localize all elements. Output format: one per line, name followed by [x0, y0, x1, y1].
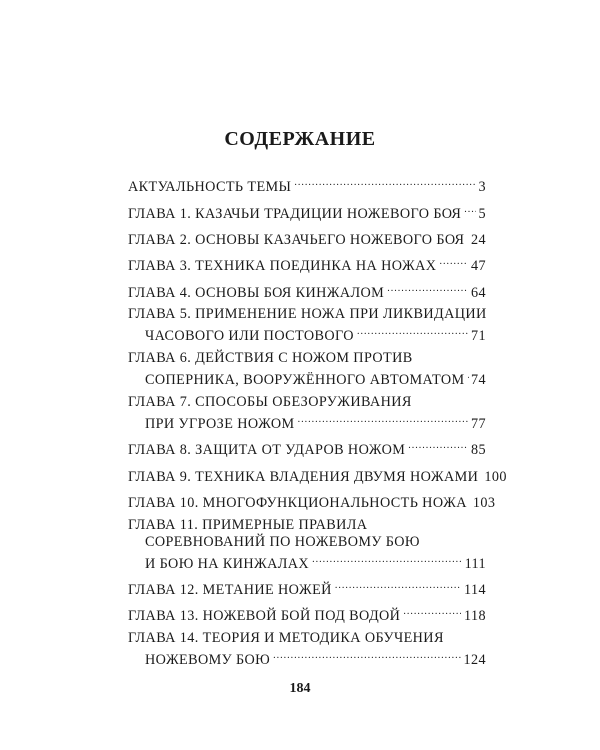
- toc-entry-row: [128, 367, 486, 389]
- toc-entry-text: ГЛАВА 1. КАЗАЧЬИ ТРАДИЦИИ НОЖЕВОГО БОЯ: [128, 206, 462, 222]
- toc-page-number: 74: [471, 372, 486, 388]
- toc-entry-text: ГЛАВА 7. СПОСОБЫ ОБЕЗОРУЖИВАНИЯ: [128, 394, 412, 410]
- toc-page-number: 111: [464, 556, 486, 572]
- toc-entry-row: [128, 174, 486, 196]
- dot-leader: [294, 174, 475, 191]
- toc-page-number: 5: [478, 206, 486, 222]
- toc-entry-row: [128, 280, 486, 302]
- toc-entry-text: ГЛАВА 11. ПРИМЕРНЫЕ ПРАВИЛА: [128, 517, 368, 533]
- toc-entry-row: [128, 464, 507, 486]
- toc-page-number: 47: [471, 258, 486, 274]
- toc-entry-text: ГЛАВА 3. ТЕХНИКА ПОЕДИНКА НА НОЖАХ: [128, 258, 437, 274]
- toc-entry: [128, 577, 486, 599]
- toc-entry: [128, 253, 486, 275]
- toc-entry-text: СОПЕРНИКА, ВООРУЖЁННОГО АВТОМАТОМ: [145, 372, 465, 388]
- toc-entry: [128, 603, 486, 625]
- dot-leader: [439, 253, 468, 270]
- toc-entry-row: [128, 490, 496, 512]
- toc-entry-row: [128, 201, 486, 223]
- toc-entry: [128, 350, 486, 389]
- toc-entry: [128, 306, 486, 345]
- toc-entry-row: [128, 437, 486, 459]
- toc-entry-text: ПРИ УГРОЗЕ НОЖОМ: [145, 416, 295, 432]
- dot-leader: [464, 201, 475, 218]
- toc-entry-text: ГЛАВА 12. МЕТАНИЕ НОЖЕЙ: [128, 582, 332, 598]
- toc-entry-text: ГЛАВА 2. ОСНОВЫ КАЗАЧЬЕГО НОЖЕВОГО БОЯ: [128, 232, 465, 248]
- toc-entry-row: [128, 253, 486, 275]
- toc-entry-row: [128, 603, 486, 625]
- toc-entry-text: ГЛАВА 13. НОЖЕВОЙ БОЙ ПОД ВОДОЙ: [128, 608, 401, 624]
- toc-entry-text: ГЛАВА 14. ТЕОРИЯ И МЕТОДИКА ОБУЧЕНИЯ: [128, 630, 444, 646]
- dot-leader: [387, 280, 468, 297]
- toc-page-number: 64: [471, 285, 486, 301]
- toc-entry-row: [128, 411, 486, 433]
- toc-entry-text: ГЛАВА 5. ПРИМЕНЕНИЕ НОЖА ПРИ ЛИКВИДАЦИИ: [128, 306, 487, 322]
- toc-entry: [128, 201, 486, 223]
- toc-page-number: 71: [471, 328, 486, 344]
- toc-entry-row: [128, 323, 486, 345]
- toc-entry: [128, 174, 486, 196]
- toc-entry: [128, 517, 486, 573]
- toc-entry-text: ГЛАВА 8. ЗАЩИТА ОТ УДАРОВ НОЖОМ: [128, 442, 406, 458]
- dot-leader: [298, 411, 468, 428]
- toc-page-number: 24: [471, 232, 486, 248]
- dot-leader: [335, 577, 461, 594]
- toc-entry-row: [128, 227, 486, 249]
- dot-leader: [273, 647, 460, 664]
- toc-page-number: 3: [478, 179, 486, 195]
- toc-entry: [128, 394, 486, 433]
- toc-entry-row: [128, 551, 486, 573]
- toc-page-number: 124: [463, 652, 486, 668]
- dot-leader: [357, 323, 468, 340]
- toc-entry-text: АКТУАЛЬНОСТЬ ТЕМЫ: [128, 179, 292, 195]
- toc-entry-text: НОЖЕВОМУ БОЮ: [145, 652, 271, 668]
- toc-entry-text: ГЛАВА 10. МНОГОФУНКЦИОНАЛЬНОСТЬ НОЖА: [128, 495, 467, 511]
- page-number: 184: [289, 681, 311, 696]
- toc-page-number: 100: [484, 469, 507, 485]
- toc-page-number: 118: [464, 608, 486, 624]
- toc-entry-text: ГЛАВА 4. ОСНОВЫ БОЯ КИНЖАЛОМ: [128, 285, 385, 301]
- toc-entry: [128, 464, 507, 486]
- toc-entry-row: [128, 647, 486, 669]
- dot-leader: [403, 603, 461, 620]
- dot-leader: [467, 227, 468, 244]
- toc-entry-text: ГЛАВА 9. ТЕХНИКА ВЛАДЕНИЯ ДВУМЯ НОЖАМИ: [128, 469, 479, 485]
- toc-entry-text: И БОЮ НА КИНЖАЛАХ: [145, 556, 310, 572]
- toc-entry-text: СОРЕВНОВАНИЙ ПО НОЖЕВОМУ БОЮ: [145, 534, 420, 550]
- toc-title: СОДЕРЖАНИЕ: [224, 128, 376, 150]
- dot-leader: [312, 551, 461, 568]
- dot-leader: [408, 437, 468, 454]
- toc-entry: [128, 227, 486, 249]
- toc-page-number: 114: [464, 582, 486, 598]
- toc-entry: [128, 630, 486, 669]
- toc-entry-text: ГЛАВА 6. ДЕЙСТВИЯ С НОЖОМ ПРОТИВ: [128, 350, 413, 366]
- toc-entry: [128, 490, 496, 512]
- toc-page-number: 77: [471, 416, 486, 432]
- dot-leader: [468, 367, 469, 384]
- toc-entry: [128, 280, 486, 302]
- toc-entry-text: ЧАСОВОГО ИЛИ ПОСТОВОГО: [145, 328, 354, 344]
- toc-page-number: 103: [472, 495, 496, 511]
- toc-page-number: 85: [471, 442, 486, 458]
- toc-entry: [128, 437, 486, 459]
- toc-entry-row: [128, 577, 486, 599]
